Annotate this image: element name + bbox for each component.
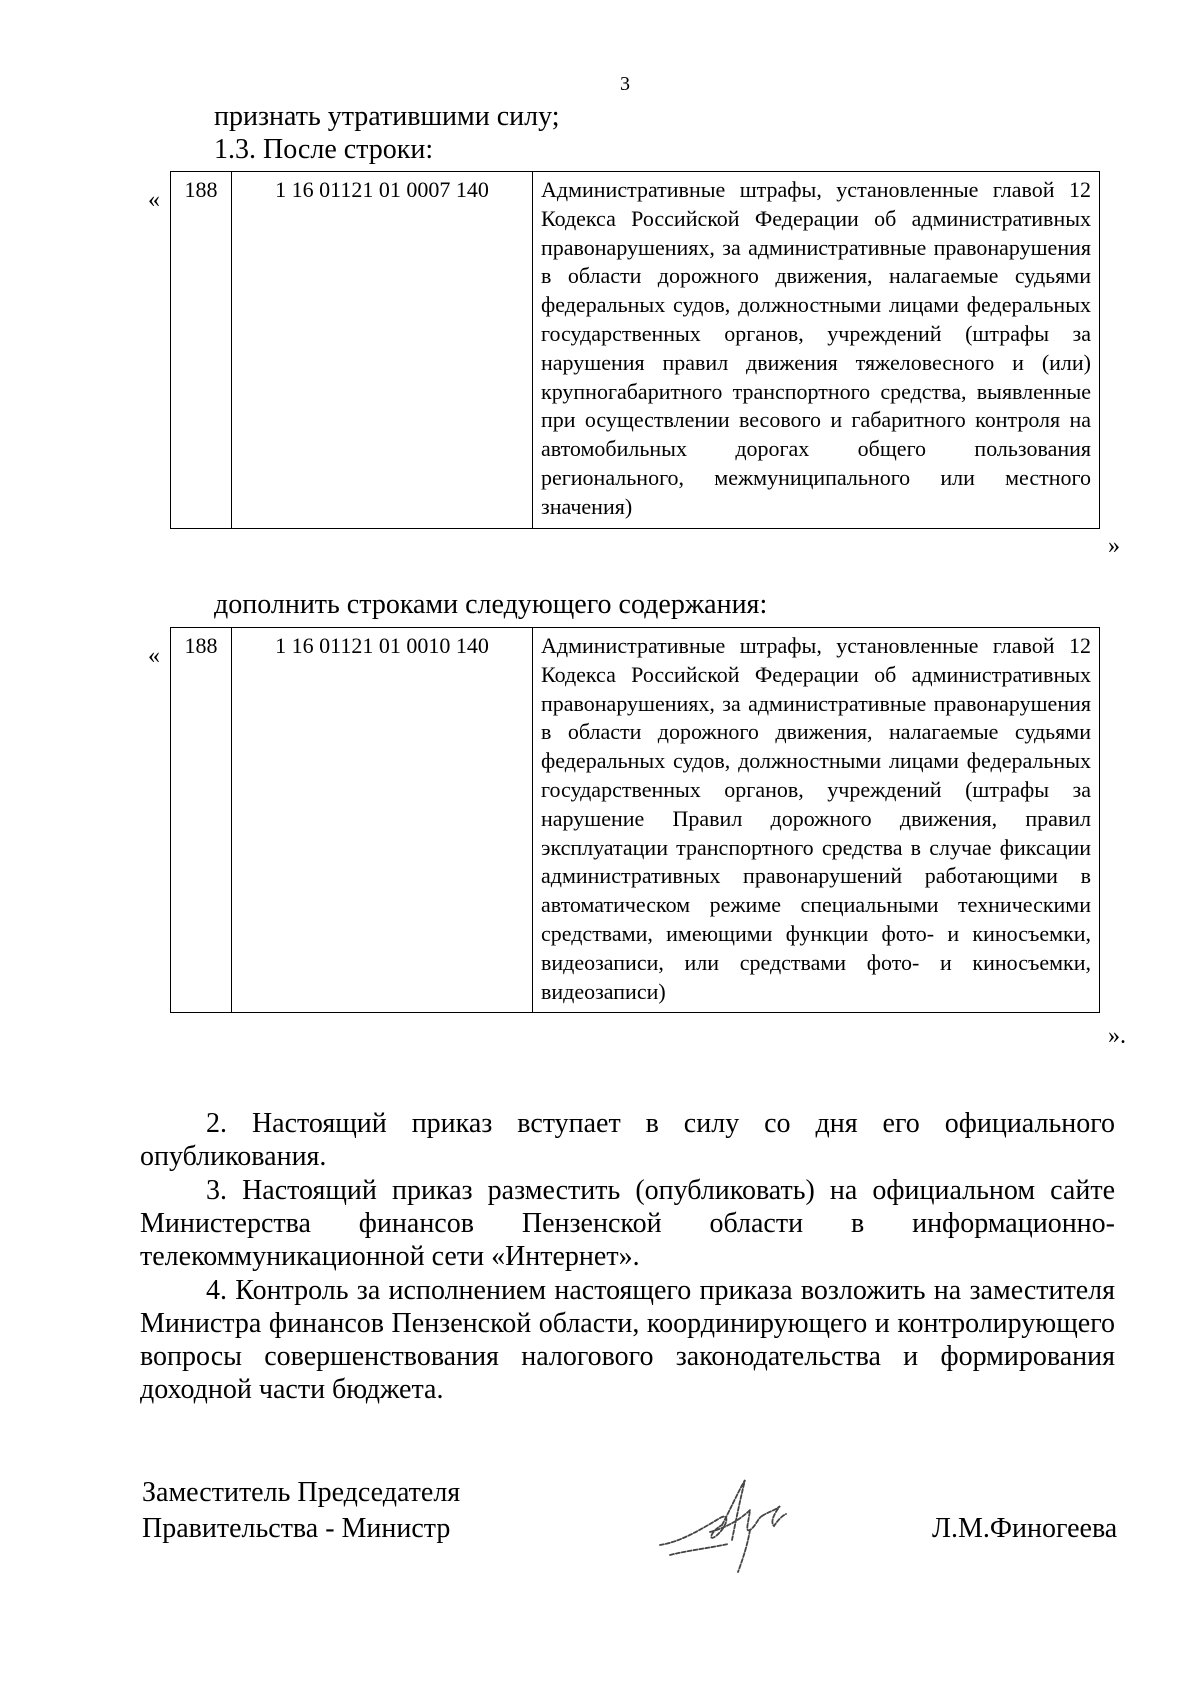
signatory-title-line1: Заместитель Председателя bbox=[142, 1477, 461, 1508]
item-2-paragraph: 2. Настоящий приказ вступает в силу со дня его официального опубликования. bbox=[140, 1108, 1115, 1172]
table2-close-quote: ». bbox=[1108, 1023, 1126, 1049]
table-row bbox=[171, 172, 1100, 529]
admin-code-cell: 188 bbox=[171, 628, 232, 1013]
table2-code-row bbox=[170, 627, 1100, 1013]
signatory-title-line2: Правительства - Министр bbox=[142, 1513, 451, 1544]
intro-line-revoke: признать утратившими силу; bbox=[214, 101, 560, 132]
table1-close-quote: » bbox=[1108, 533, 1120, 559]
between-text: дополнить строками следующего содержания: bbox=[214, 589, 768, 620]
admin-code-cell: 188 bbox=[171, 172, 232, 529]
intro-line-after-row: 1.3. После строки: bbox=[214, 134, 434, 165]
description-cell: Административные штрафы, установленные главой 12 Кодекса Российской Федерации об административных правонарушениях, за административные правонарушения в области дорожного движения, налагаемые судьями федеральных судов, должностными лицами федеральных государственных органов, учреждений (штрафы за нарушение Правил дорожного движения, правил эксплуатации транспортного средства в случае фиксации административных правонарушений работающими в автоматическом режиме специальными техническими средствами, имеющими функции фото- и киносъемки, видеозаписи, или средствами фото- и киносъемки, видеозаписи) bbox=[533, 628, 1100, 1013]
signatory-name: Л.М.Финогеева bbox=[932, 1513, 1118, 1544]
description-cell: Административные штрафы, установленные главой 12 Кодекса Российской Федерации об административных правонарушениях, за административные правонарушения в области дорожного движения, налагаемые судьями федеральных судов, должностными лицами федеральных государственных органов, учреждений (штрафы за нарушения правил движения тяжеловесного и (или) крупногабаритного транспортного средства, выявленные при осуществлении весового и габаритного контроля на автомобильных дорогах общего пользования регионального, межмуниципального или местного значения) bbox=[533, 172, 1100, 529]
kbk-code-cell: 1 16 01121 01 0007 140 bbox=[232, 172, 533, 529]
table1-open-quote: « bbox=[148, 187, 160, 213]
table1-code-row bbox=[170, 171, 1100, 529]
handwritten-signature bbox=[650, 1470, 800, 1580]
page-number: 3 bbox=[620, 73, 630, 95]
table2-open-quote: « bbox=[148, 643, 160, 669]
item-3-paragraph: 3. Настоящий приказ разместить (опубликовать) на официальном сайте Министерства финансов Пензенской области в информационно-телекоммуникационной сети «Интернет». bbox=[140, 1175, 1115, 1272]
item-4-paragraph: 4. Контроль за исполнением настоящего приказа возложить на заместителя Министра финансов Пензенской области, координирующего и контролирующего вопросы совершенствования налогового законодательства и формирования доходной части бюджета. bbox=[140, 1275, 1115, 1405]
table-row bbox=[171, 628, 1100, 1013]
kbk-code-cell: 1 16 01121 01 0010 140 bbox=[232, 628, 533, 1013]
